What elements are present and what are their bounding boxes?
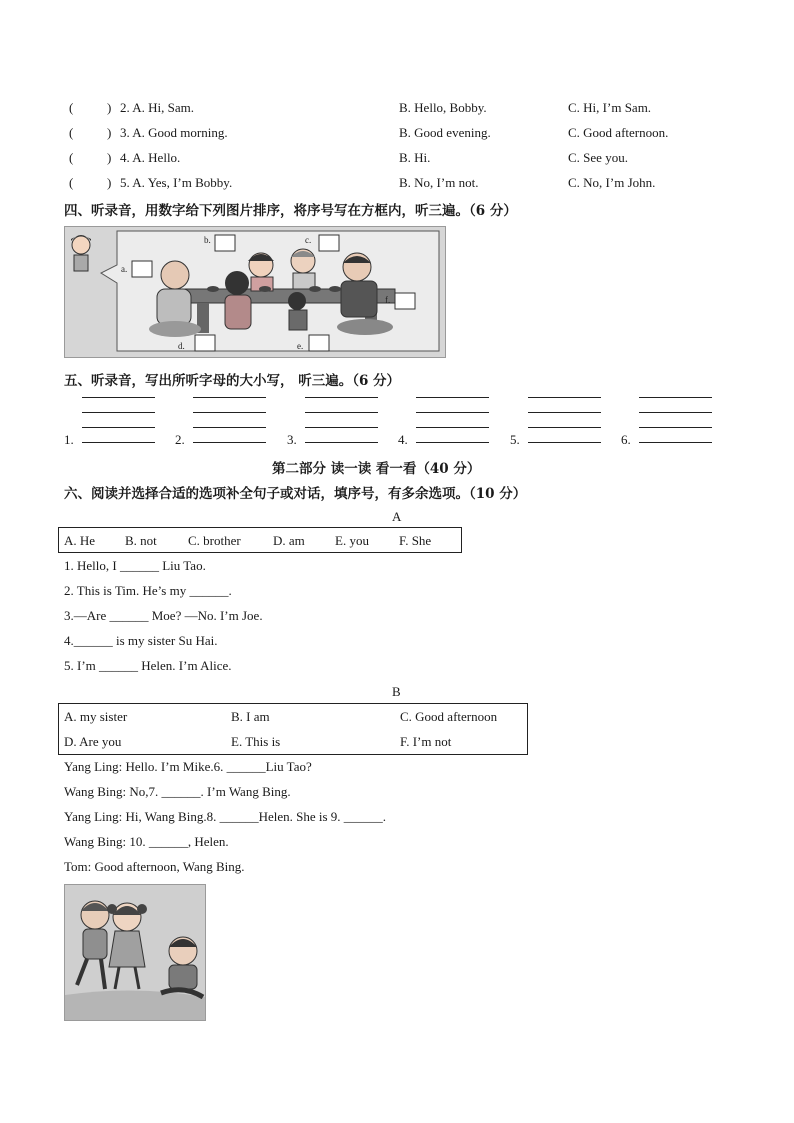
- dialogue-line-3: Yang Ling: Hi, Wang Bing.8. ______Helen. She is 9. ______.: [64, 809, 387, 824]
- dialogue-line-2: Wang Bing: No,7. ______. I’m Wang Bing.: [64, 784, 291, 799]
- letter-number-2: 2.: [175, 432, 185, 447]
- children-greeting-illustration: [65, 885, 205, 1020]
- label-d: d.: [178, 341, 185, 351]
- group-b-title: B: [392, 684, 401, 699]
- option-a: 2. A. Hi, Sam.: [120, 100, 195, 115]
- answer-paren-close: ): [107, 100, 112, 115]
- part2-heading: 第二部分 读一读 看一看（40 分）: [272, 461, 481, 477]
- option-brother: C. brother: [188, 533, 241, 548]
- option-i-am: B. I am: [231, 709, 270, 724]
- option-b: B. Hi.: [399, 150, 431, 165]
- label-b: b.: [204, 235, 211, 245]
- group-b-option-box: [58, 703, 528, 755]
- fill-item-4: 4.______ is my sister Su Hai.: [64, 633, 218, 648]
- fill-item-3: 3.—Are ______ Moe? —No. I’m Joe.: [64, 608, 263, 623]
- option-b: B. No, I’m not.: [399, 175, 479, 190]
- option-a: 4. A. Hello.: [120, 150, 181, 165]
- dialogue-line-5: Tom: Good afternoon, Wang Bing.: [64, 859, 245, 874]
- option-a: 3. A. Good morning.: [120, 125, 228, 140]
- option-c: C. Good afternoon.: [568, 125, 669, 140]
- fill-item-5: 5. I’m ______ Helen. I’m Alice.: [64, 658, 232, 673]
- option-she: F. She: [399, 533, 432, 548]
- group-a-title: A: [392, 509, 402, 524]
- children-greeting-picture: [64, 884, 206, 1021]
- answer-paren-open: (: [69, 125, 74, 140]
- option-good-afternoon: C. Good afternoon: [400, 709, 498, 724]
- fill-item-1: 1. Hello, I ______ Liu Tao.: [64, 558, 206, 573]
- letter-number-1: 1.: [64, 432, 74, 447]
- family-dinner-picture: [64, 226, 446, 358]
- option-b: B. Hello, Bobby.: [399, 100, 487, 115]
- option-c: C. See you.: [568, 150, 628, 165]
- group-a-option-box: [58, 527, 462, 553]
- option-im-not: F. I’m not: [400, 734, 452, 749]
- fill-item-2: 2. This is Tim. He’s my ______.: [64, 583, 232, 598]
- section4-heading: 四、听录音，用数字给下列图片排序，将序号写在方框内，听三遍。（6 分）: [64, 203, 517, 219]
- option-not: B. not: [125, 533, 157, 548]
- letter-number-4: 4.: [398, 432, 408, 447]
- letter-number-6: 6.: [621, 432, 631, 447]
- section5-heading: 五、听录音，写出所听字母的大小写， 听三遍。（6 分）: [64, 373, 401, 389]
- option-my-sister: A. my sister: [64, 709, 128, 724]
- dialogue-line-1: Yang Ling: Hello. I’m Mike.6. ______Liu Tao?: [64, 759, 312, 774]
- option-c: C. Hi, I’m Sam.: [568, 100, 652, 115]
- option-are-you: D. Are you: [64, 734, 122, 749]
- answer-paren-close: ): [107, 175, 112, 190]
- option-he: A. He: [64, 533, 96, 548]
- answer-paren-open: (: [69, 175, 74, 190]
- dialogue-line-4: Wang Bing: 10. ______, Helen.: [64, 834, 229, 849]
- answer-paren-open: (: [69, 150, 74, 165]
- answer-paren-open: (: [69, 100, 74, 115]
- family-dinner-illustration: [65, 227, 445, 357]
- label-e: e.: [297, 341, 304, 351]
- letter-number-5: 5.: [510, 432, 520, 447]
- option-a: 5. A. Yes, I’m Bobby.: [120, 175, 233, 190]
- letter-number-3: 3.: [287, 432, 297, 447]
- option-b: B. Good evening.: [399, 125, 491, 140]
- option-am: D. am: [273, 533, 305, 548]
- label-a: a.: [121, 264, 128, 274]
- answer-paren-close: ): [107, 125, 112, 140]
- section6-heading: 六、阅读并选择合适的选项补全句子或对话，填序号，有多余选项。（10 分）: [64, 486, 527, 502]
- option-this-is: E. This is: [231, 734, 281, 749]
- option-you: E. you: [335, 533, 369, 548]
- option-c: C. No, I’m John.: [568, 175, 656, 190]
- label-c: c.: [305, 235, 312, 245]
- answer-paren-close: ): [107, 150, 112, 165]
- label-f: f.: [385, 295, 391, 305]
